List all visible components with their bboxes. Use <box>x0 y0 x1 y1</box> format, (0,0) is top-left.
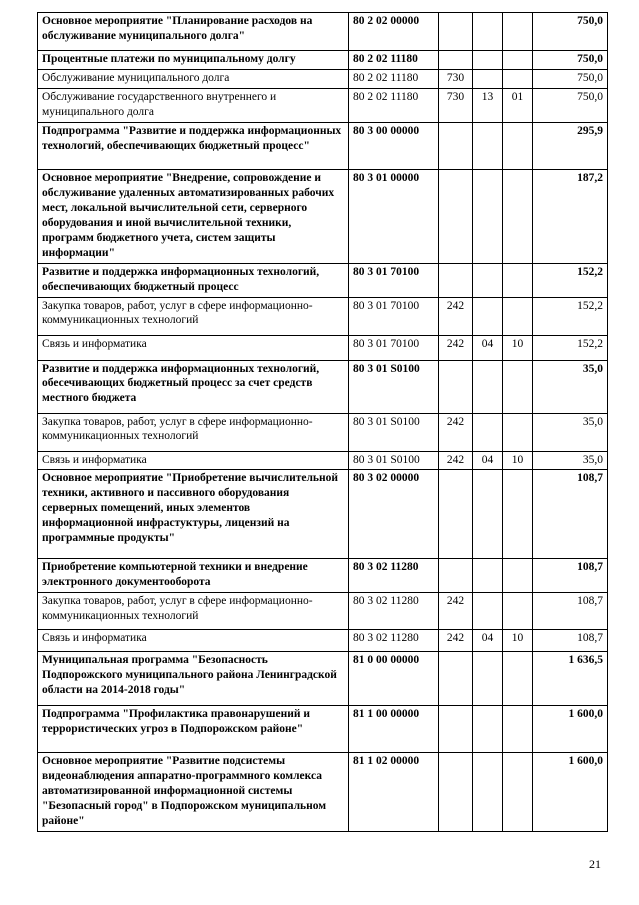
row-target-article: 80 2 02 11180 <box>349 51 439 70</box>
row-amount: 108,7 <box>533 593 608 630</box>
row-subsection <box>503 51 533 70</box>
row-subsection <box>503 559 533 593</box>
row-subsection <box>503 360 533 413</box>
row-name: Закупка товаров, работ, услуг в сфере информационно-коммуникационных технологий <box>38 593 349 630</box>
table-row <box>38 360 608 413</box>
row-amount: 35,0 <box>533 360 608 413</box>
row-section: 13 <box>473 89 503 123</box>
row-expense-type <box>439 706 473 753</box>
row-section <box>473 263 503 297</box>
row-amount: 750,0 <box>533 51 608 70</box>
row-subsection <box>503 652 533 706</box>
row-section <box>473 652 503 706</box>
row-name: Основное мероприятие "Планирование расходов на обслуживание муниципального долга" <box>38 13 349 51</box>
table-row <box>38 13 608 51</box>
row-name: Связь и информатика <box>38 630 349 652</box>
row-target-article: 81 0 00 00000 <box>349 652 439 706</box>
row-name: Развитие и поддержка информационных технологий, обеспечивающих бюджетный процесс <box>38 263 349 297</box>
row-target-article: 80 3 01 70100 <box>349 263 439 297</box>
row-expense-type: 242 <box>439 335 473 360</box>
row-expense-type <box>439 263 473 297</box>
row-expense-type: 730 <box>439 89 473 123</box>
row-amount: 35,0 <box>533 451 608 470</box>
row-section: 04 <box>473 451 503 470</box>
table-row <box>38 297 608 335</box>
row-target-article: 80 2 02 11180 <box>349 89 439 123</box>
row-target-article: 80 3 02 00000 <box>349 470 439 559</box>
row-name: Приобретение компьютерной техники и внедрение электронного документооборота <box>38 559 349 593</box>
row-subsection: 10 <box>503 335 533 360</box>
row-section <box>473 170 503 264</box>
row-expense-type <box>439 753 473 832</box>
table-row <box>38 335 608 360</box>
row-subsection <box>503 297 533 335</box>
row-target-article: 80 3 01 S0100 <box>349 451 439 470</box>
row-amount: 1 600,0 <box>533 706 608 753</box>
row-name: Муниципальная программа "Безопасность Подпорожского муниципального района Ленинградской области на 2014-2018 годы" <box>38 652 349 706</box>
row-target-article: 81 1 02 00000 <box>349 753 439 832</box>
row-section <box>473 753 503 832</box>
row-section <box>473 297 503 335</box>
row-target-article: 80 3 00 00000 <box>349 123 439 170</box>
row-section <box>473 470 503 559</box>
row-section: 04 <box>473 335 503 360</box>
budget-table <box>37 12 608 832</box>
table-row <box>38 630 608 652</box>
table-row <box>38 123 608 170</box>
row-subsection <box>503 413 533 451</box>
row-name: Связь и информатика <box>38 335 349 360</box>
row-subsection <box>503 753 533 832</box>
row-name: Связь и информатика <box>38 451 349 470</box>
table-row <box>38 470 608 559</box>
row-section <box>473 123 503 170</box>
table-row <box>38 593 608 630</box>
row-amount: 750,0 <box>533 70 608 89</box>
table-row <box>38 706 608 753</box>
row-target-article: 80 2 02 11180 <box>349 70 439 89</box>
table-row <box>38 263 608 297</box>
row-name: Основное мероприятие "Развитие подсистемы видеонаблюдения аппаратно-программного комлекса автоматизированной информационной системы "Безопасный город" в Подпорожском муниципальном районе" <box>38 753 349 832</box>
row-subsection: 10 <box>503 630 533 652</box>
row-expense-type: 242 <box>439 630 473 652</box>
table-row <box>38 70 608 89</box>
row-amount: 35,0 <box>533 413 608 451</box>
table-row <box>38 170 608 264</box>
row-name: Закупка товаров, работ, услуг в сфере информационно-коммуникационных технологий <box>38 413 349 451</box>
row-section <box>473 360 503 413</box>
row-amount: 152,2 <box>533 335 608 360</box>
row-subsection <box>503 593 533 630</box>
row-target-article: 80 3 01 00000 <box>349 170 439 264</box>
row-expense-type <box>439 559 473 593</box>
row-name: Закупка товаров, работ, услуг в сфере информационно-коммуникационных технологий <box>38 297 349 335</box>
table-row <box>38 652 608 706</box>
row-target-article: 81 1 00 00000 <box>349 706 439 753</box>
row-expense-type <box>439 170 473 264</box>
table-row <box>38 89 608 123</box>
row-subsection <box>503 70 533 89</box>
row-expense-type <box>439 13 473 51</box>
row-section <box>473 559 503 593</box>
row-expense-type: 242 <box>439 593 473 630</box>
row-section <box>473 51 503 70</box>
row-target-article: 80 3 02 11280 <box>349 630 439 652</box>
row-expense-type: 242 <box>439 451 473 470</box>
row-section <box>473 706 503 753</box>
row-name: Процентные платежи по муниципальному долгу <box>38 51 349 70</box>
table-row <box>38 413 608 451</box>
row-amount: 152,2 <box>533 297 608 335</box>
row-subsection <box>503 13 533 51</box>
table-row <box>38 51 608 70</box>
row-expense-type: 242 <box>439 413 473 451</box>
row-expense-type <box>439 51 473 70</box>
row-subsection <box>503 470 533 559</box>
row-section <box>473 70 503 89</box>
row-expense-type: 730 <box>439 70 473 89</box>
row-amount: 108,7 <box>533 630 608 652</box>
row-amount: 1 600,0 <box>533 753 608 832</box>
row-target-article: 80 3 01 70100 <box>349 297 439 335</box>
row-target-article: 80 3 02 11280 <box>349 559 439 593</box>
row-name: Развитие и поддержка информационных технологий, обесечивающих бюджетный процесс за счет средств местного бюджета <box>38 360 349 413</box>
row-subsection: 01 <box>503 89 533 123</box>
row-subsection <box>503 263 533 297</box>
row-amount: 750,0 <box>533 13 608 51</box>
row-amount: 1 636,5 <box>533 652 608 706</box>
table-row <box>38 753 608 832</box>
row-expense-type <box>439 652 473 706</box>
row-amount: 108,7 <box>533 470 608 559</box>
row-subsection <box>503 123 533 170</box>
row-amount: 295,9 <box>533 123 608 170</box>
row-target-article: 80 3 01 70100 <box>349 335 439 360</box>
table-row <box>38 559 608 593</box>
row-subsection: 10 <box>503 451 533 470</box>
row-expense-type: 242 <box>439 297 473 335</box>
row-name: Подпрограмма "Развитие и поддержка информационных технологий, обеспечивающих бюджетный процесс" <box>38 123 349 170</box>
row-name: Подпрограмма "Профилактика правонарушений и террористических угроз в Подпорожском районе" <box>38 706 349 753</box>
row-subsection <box>503 170 533 264</box>
row-target-article: 80 3 01 S0100 <box>349 413 439 451</box>
row-expense-type <box>439 470 473 559</box>
row-expense-type <box>439 360 473 413</box>
row-amount: 187,2 <box>533 170 608 264</box>
row-name: Основное мероприятие "Приобретение вычислительной техники, активного и пассивного оборудования серверных помещений, иных элементов информационной инфрастуктуры, лицензий на программные продукты" <box>38 470 349 559</box>
page-number: 21 <box>589 857 601 871</box>
budget-table-body <box>38 13 608 832</box>
row-section <box>473 413 503 451</box>
row-target-article: 80 3 02 11280 <box>349 593 439 630</box>
row-amount: 750,0 <box>533 89 608 123</box>
row-section <box>473 13 503 51</box>
row-target-article: 80 3 01 S0100 <box>349 360 439 413</box>
row-name: Обслуживание муниципального долга <box>38 70 349 89</box>
row-section: 04 <box>473 630 503 652</box>
table-row <box>38 451 608 470</box>
row-amount: 108,7 <box>533 559 608 593</box>
row-section <box>473 593 503 630</box>
row-expense-type <box>439 123 473 170</box>
row-name: Основное мероприятие "Внедрение, сопровождение и обслуживание удаленных автоматизированных рабочих мест, локальной вычислительной сети, серверного оборудования и иной вычислительной техники, программ бюджетного учета, систем защиты информации" <box>38 170 349 264</box>
row-target-article: 80 2 02 00000 <box>349 13 439 51</box>
row-name: Обслуживание государственного внутреннего и муниципального долга <box>38 89 349 123</box>
row-subsection <box>503 706 533 753</box>
row-amount: 152,2 <box>533 263 608 297</box>
